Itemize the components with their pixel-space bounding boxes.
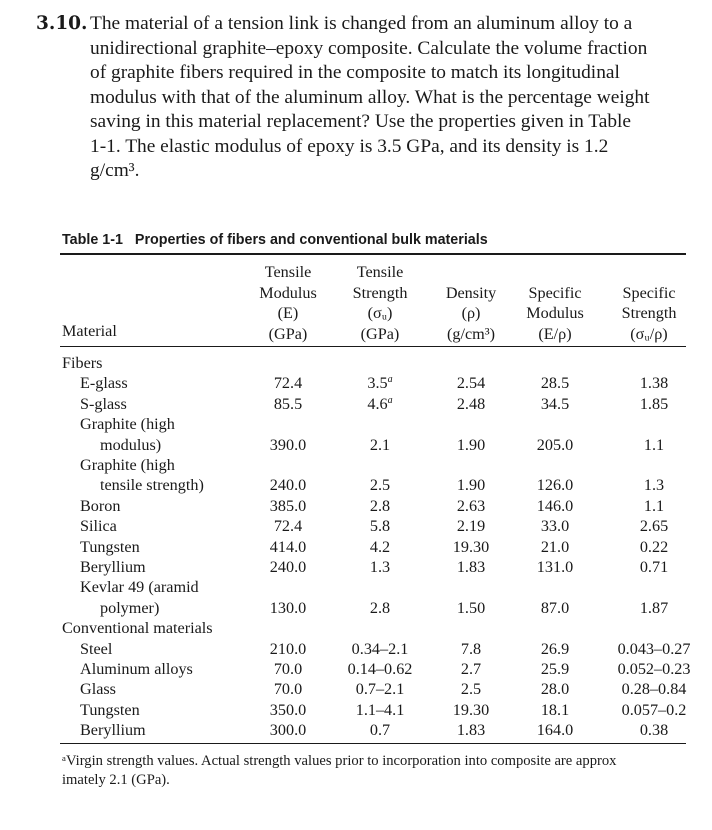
problem-line: The material of a tension link is changed from an aluminum alloy to a <box>90 13 633 34</box>
cell-modulus <box>248 496 328 516</box>
row-label: Boron <box>80 496 121 515</box>
cell-modulus <box>248 639 328 659</box>
cell-value: 2.63 <box>456 496 486 515</box>
cell-spec-strength <box>604 700 704 720</box>
cell-value: 1.90 <box>456 435 486 454</box>
row-label: Conventional materials <box>62 619 213 638</box>
cell-value: 28.5 <box>540 374 570 393</box>
cell-strength <box>330 373 430 393</box>
cell-density <box>432 516 510 536</box>
cell-spec-modulus <box>515 435 595 455</box>
cell-spec-strength <box>604 639 704 659</box>
cell-spec-strength <box>604 475 704 495</box>
footnote-marker: a <box>387 374 393 386</box>
cell-strength <box>330 496 430 516</box>
cell-spec-strength <box>604 435 704 455</box>
cell-spec-modulus <box>515 557 595 577</box>
cell-spec-strength <box>604 537 704 557</box>
header-line: Density <box>445 283 497 302</box>
cell-spec-strength <box>604 598 704 618</box>
cell-spec-modulus <box>515 679 595 699</box>
cell-value: 1.1 <box>643 496 665 515</box>
row-label: Beryllium <box>80 721 146 740</box>
table-header-rule <box>60 346 686 347</box>
row-label: polymer) <box>100 598 160 617</box>
cell-value: 19.30 <box>452 537 490 556</box>
cell-spec-modulus <box>515 475 595 495</box>
problem-line: unidirectional graphite–epoxy composite. Calculate the volume fraction <box>90 37 648 59</box>
cell-value: 7.8 <box>460 639 482 658</box>
cell-value: 34.5 <box>540 394 570 413</box>
table-footnote <box>62 752 692 790</box>
cell-modulus <box>248 557 328 577</box>
cell-spec-strength <box>604 720 704 740</box>
table-caption-text: Properties of fibers and conventional bulk materials <box>134 232 488 248</box>
cell-value: 1.87 <box>639 598 669 617</box>
cell-value: 0.38 <box>639 721 669 740</box>
header-specific-modulus <box>515 283 595 345</box>
cell-spec-modulus <box>515 700 595 720</box>
cell-value: 0.34–2.1 <box>351 639 409 658</box>
cell-value: 1.1 <box>643 435 665 454</box>
cell-strength <box>330 557 430 577</box>
cell-modulus <box>248 720 328 740</box>
footnote-marker: a <box>387 394 393 406</box>
cell-value: 1.90 <box>456 476 486 495</box>
cell-strength <box>330 679 430 699</box>
cell-value: 2.1 <box>369 435 391 454</box>
cell-value: 1.85 <box>639 394 669 413</box>
cell-spec-strength <box>604 679 704 699</box>
cell-density <box>432 557 510 577</box>
header-material: Material <box>62 322 117 340</box>
cell-value: 240.0 <box>269 558 307 576</box>
problem-line: saving in this material replacement? Use the properties given in Table <box>90 111 632 132</box>
cell-density <box>432 435 510 455</box>
cell-modulus <box>248 537 328 557</box>
cell-modulus <box>248 475 328 495</box>
cell-value: 1.1–4.1 <box>355 700 405 719</box>
row-label: S-glass <box>80 394 127 413</box>
cell-value: 1.50 <box>456 598 486 617</box>
cell-value: 2.8 <box>369 496 391 515</box>
header-specific-strength <box>606 283 692 345</box>
cell-strength <box>330 720 430 740</box>
cell-value: 19.30 <box>452 700 490 719</box>
row-label: Kevlar 49 (aramid <box>80 578 199 597</box>
header-line: Specific <box>528 283 582 302</box>
cell-value: 18.1 <box>540 700 570 719</box>
cell-spec-strength <box>604 394 704 414</box>
cell-density <box>432 679 510 699</box>
row-label: Silica <box>80 517 117 536</box>
header-tensile-strength <box>340 262 420 344</box>
cell-density <box>432 475 510 495</box>
cell-spec-modulus <box>515 496 595 516</box>
table-bottom-rule <box>60 743 686 744</box>
header-density <box>432 283 510 345</box>
cell-value: 0.14–0.62 <box>347 660 413 678</box>
cell-strength <box>330 394 430 414</box>
cell-spec-modulus <box>515 373 595 393</box>
header-line: (σᵤ/ρ) <box>630 324 668 343</box>
cell-value: 1.3 <box>643 476 665 495</box>
cell-value: 240.0 <box>269 476 307 495</box>
cell-spec-modulus <box>515 394 595 414</box>
cell-modulus <box>248 700 328 720</box>
cell-modulus <box>248 679 328 699</box>
cell-value: 70.0 <box>273 660 303 678</box>
row-label: Steel <box>80 639 113 658</box>
header-line: Strength <box>621 304 677 322</box>
cell-value: 164.0 <box>536 721 574 740</box>
cell-value: 414.0 <box>269 537 307 556</box>
cell-value: 1.38 <box>639 374 669 393</box>
row-label: Graphite (high <box>80 456 175 474</box>
cell-value: 210.0 <box>269 639 307 658</box>
row-label: tensile strength) <box>100 476 204 495</box>
cell-value: 87.0 <box>540 598 570 617</box>
table-top-rule <box>60 253 686 255</box>
cell-spec-strength <box>604 557 704 577</box>
header-line: Modulus <box>259 283 317 302</box>
cell-value: 1.3 <box>369 558 391 576</box>
header-line: (GPa) <box>268 324 308 343</box>
cell-value: 21.0 <box>540 537 570 556</box>
problem-line: of graphite fibers required in the composite to match its longitudinal <box>90 62 620 83</box>
cell-strength <box>330 516 430 536</box>
row-label: Fibers <box>62 354 103 372</box>
cell-value: 205.0 <box>536 435 574 454</box>
cell-value: 85.5 <box>273 394 303 413</box>
cell-value: 0.043–0.27 <box>617 639 691 658</box>
cell-value: 70.0 <box>273 680 303 699</box>
cell-spec-strength <box>604 373 704 393</box>
cell-value: 131.0 <box>536 558 574 576</box>
footnote-line: ᵃVirgin strength values. Actual strength values prior to incorporation into composite are approx <box>62 753 617 769</box>
row-label: Tungsten <box>80 700 140 719</box>
cell-density <box>432 639 510 659</box>
row-label: Glass <box>80 680 116 699</box>
cell-spec-modulus <box>515 720 595 740</box>
cell-value: 2.65 <box>639 517 669 536</box>
problem-line: 1-1. The elastic modulus of epoxy is 3.5 GPa, and its density is 1.2 <box>90 135 609 157</box>
cell-modulus <box>248 435 328 455</box>
cell-value: 1.83 <box>456 721 486 740</box>
header-line: Specific <box>622 283 676 302</box>
cell-value: 28.0 <box>540 680 570 699</box>
row-label: E-glass <box>80 374 128 393</box>
cell-value: 33.0 <box>540 517 570 536</box>
header-line: Tensile <box>356 263 404 281</box>
cell-value: 385.0 <box>269 496 307 515</box>
cell-value: 2.8 <box>369 598 391 617</box>
cell-value: 4.6 <box>367 394 388 413</box>
cell-density <box>432 659 510 679</box>
problem-line: modulus with that of the aluminum alloy. What is the percentage weight <box>90 86 650 108</box>
cell-density <box>432 720 510 740</box>
cell-strength <box>330 700 430 720</box>
cell-value: 0.28–0.84 <box>621 680 687 699</box>
cell-value: 3.5 <box>367 374 388 393</box>
cell-density <box>432 373 510 393</box>
cell-modulus <box>248 373 328 393</box>
header-line: (g/cm³) <box>446 324 495 343</box>
table-caption <box>62 232 488 248</box>
cell-modulus <box>248 394 328 414</box>
cell-spec-strength <box>604 496 704 516</box>
cell-value: 130.0 <box>269 598 307 617</box>
footnote-line: imately 2.1 (GPa). <box>62 772 170 788</box>
cell-spec-modulus <box>515 537 595 557</box>
cell-density <box>432 394 510 414</box>
table-caption-id: Table 1-1 <box>62 232 123 248</box>
cell-density <box>432 537 510 557</box>
cell-value: 72.4 <box>273 374 303 393</box>
cell-value: 300.0 <box>269 721 307 740</box>
cell-value: 0.71 <box>639 558 669 576</box>
cell-strength <box>330 475 430 495</box>
row-label: modulus) <box>100 435 162 454</box>
header-line: (GPa) <box>360 324 400 343</box>
cell-strength <box>330 639 430 659</box>
header-line: Tensile <box>264 263 312 281</box>
cell-value: 2.54 <box>456 374 486 393</box>
cell-value: 2.19 <box>456 517 486 536</box>
cell-value: 26.9 <box>540 639 570 658</box>
header-line: (ρ) <box>461 304 481 322</box>
cell-value: 0.22 <box>639 537 669 556</box>
cell-value: 2.48 <box>456 394 486 413</box>
cell-modulus <box>248 659 328 679</box>
cell-value: 25.9 <box>540 660 570 678</box>
row-label: Tungsten <box>80 537 140 556</box>
cell-value: 146.0 <box>536 496 574 515</box>
row-label: Graphite (high <box>80 415 175 434</box>
cell-value: 390.0 <box>269 435 307 454</box>
cell-spec-modulus <box>515 598 595 618</box>
cell-value: 0.7 <box>369 721 391 740</box>
cell-spec-modulus <box>515 659 595 679</box>
header-line: Strength <box>352 283 408 302</box>
problem-line: g/cm³. <box>90 160 140 181</box>
cell-value: 2.5 <box>460 680 482 699</box>
header-line: Modulus <box>526 304 584 322</box>
cell-density <box>432 496 510 516</box>
problem-number: 3.10. <box>36 13 88 34</box>
cell-value: 0.057–0.2 <box>621 700 687 719</box>
cell-density <box>432 598 510 618</box>
cell-modulus <box>248 598 328 618</box>
cell-spec-strength <box>604 659 704 679</box>
cell-strength <box>330 659 430 679</box>
header-line: (E/ρ) <box>538 324 572 343</box>
cell-value: 5.8 <box>369 517 391 536</box>
cell-value: 0.052–0.23 <box>617 660 691 678</box>
cell-value: 2.5 <box>369 476 391 495</box>
cell-strength <box>330 537 430 557</box>
cell-value: 0.7–2.1 <box>355 680 405 699</box>
cell-value: 1.83 <box>456 558 486 576</box>
row-label: Beryllium <box>80 558 146 576</box>
cell-value: 2.7 <box>460 660 482 678</box>
cell-density <box>432 700 510 720</box>
header-line: (E) <box>277 304 299 322</box>
row-label: Aluminum alloys <box>80 660 193 678</box>
cell-strength <box>330 598 430 618</box>
cell-value: 350.0 <box>269 700 307 719</box>
cell-value: 4.2 <box>369 537 391 556</box>
cell-spec-modulus <box>515 516 595 536</box>
cell-value: 72.4 <box>273 517 303 536</box>
cell-spec-strength <box>604 516 704 536</box>
cell-modulus <box>248 516 328 536</box>
header-line: (σᵤ) <box>367 304 393 322</box>
cell-value: 126.0 <box>536 476 574 495</box>
cell-strength <box>330 435 430 455</box>
header-tensile-modulus <box>248 262 328 344</box>
cell-spec-modulus <box>515 639 595 659</box>
